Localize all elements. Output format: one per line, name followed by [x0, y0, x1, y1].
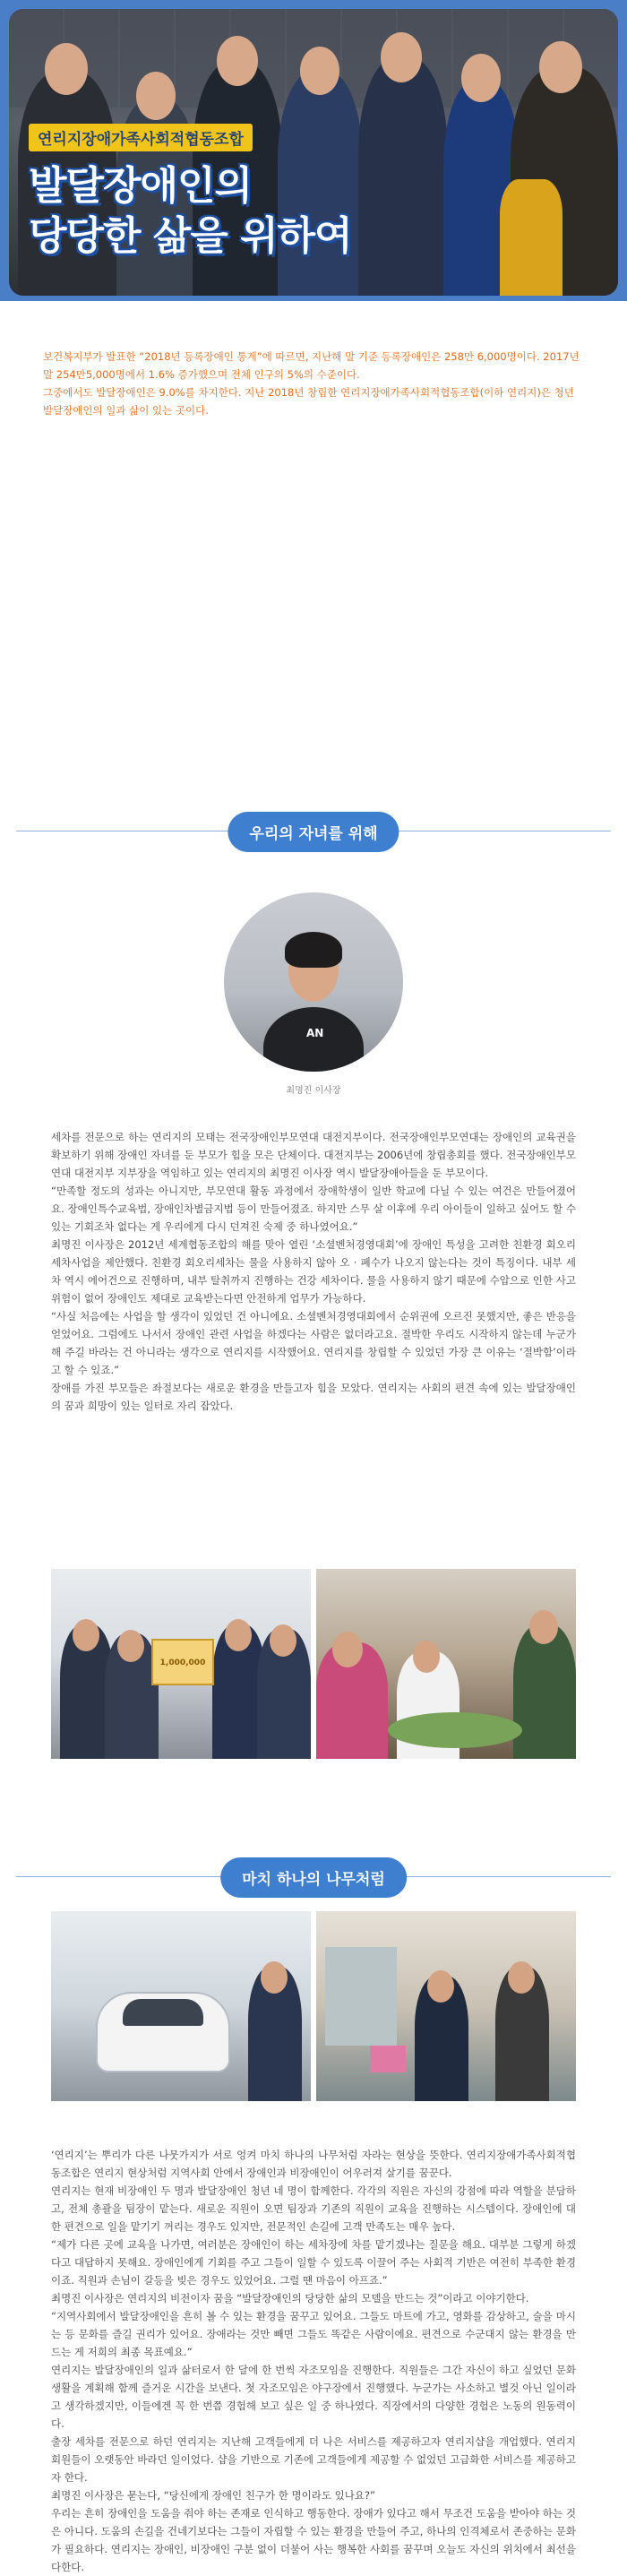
hero-banner — [0, 0, 627, 301]
body-paragraph: 세차를 전문으로 하는 연리지의 모태는 전국장애인부모연대 대전지부이다. 전국장애인부모연대는 장애인의 교육권을 확보하기 위해 장애인 자녀를 둔 부모가 힘을 모은 단체이다. 대전지부는 2006년에 창립총회를 했다. 전국장애인부모연대 대전지부 지부장을 역임하고 있는 연리지의 최명진 이사장 역시 발달장애아들을 둔 부모이다. — [51, 1131, 576, 1179]
photo-person-head — [225, 1619, 252, 1651]
hero-photo — [9, 9, 618, 296]
car-window — [123, 1999, 203, 2026]
photo-person-head — [332, 1632, 363, 1667]
section-heading — [16, 1857, 611, 1897]
intro-paragraph: 그중에서도 발달장애인은 9.0%를 차지한다. 지난 2018년 창립한 연리지장애가족사회적협동조합(이하 연리지)은 청년 발달장애인의 일과 삶이 있는 곳이다. — [43, 386, 574, 417]
table-food — [388, 1712, 522, 1748]
award-ceremony-photo — [51, 1569, 311, 1759]
body-paragraph: “만족할 정도의 성과는 아니지만, 부모연대 활동 과정에서 장애학생이 일반 학교에 다닐 수 있는 여건은 만들어졌어요. 장애인특수교육법, 장애인차별금지법 등이 만들어졌죠. 하지만 스무 살 이후에 우리 아이들이 일하고 싶어도 할 수 있는 기회조차 없다는 게 우리에게 다시 던져진 숙제 중 하나였어요.” — [51, 1185, 576, 1233]
portrait-caption: 최명진 이사장 — [286, 1086, 341, 1096]
hero-person-head — [539, 41, 582, 93]
photo-person-head — [73, 1619, 99, 1651]
body-paragraph: “제가 다른 곳에 교육을 나가면, 여러분은 장애인이 하는 세차장에 차를 맡기겠냐는 질문을 해요. 대부분 그렇게 하겠다고 대답하지 못해요. 장애인에게 기회를 주고 그들이 일할 수 있도록 이끌어 주는 사회적 기반은 여전히 부족한 환경이죠. 직원과 손님이 갈등을 빚은 경우도 있었어요. 그럴 땐 마음이 아프죠.” — [51, 2238, 576, 2287]
body-paragraph: 출장 세차를 전문으로 하던 연리지는 지난해 고객들에게 더 나은 서비스를 제공하고자 연리지샵을 개업했다. 연리지 회원들이 오랫동안 바라던 일이었다. 샵을 기반으로 기존에 고객들에게 제공할 수 없었던 고급화한 서비스를 제공하고자 한다. — [51, 2435, 576, 2484]
photo-person-head — [508, 1961, 535, 1994]
photo-person-head — [270, 1624, 296, 1657]
hero-person — [358, 58, 448, 296]
shop-interior-photo — [316, 1911, 576, 2101]
hero-person-jacket — [500, 179, 563, 296]
basket — [370, 2046, 406, 2072]
photo-person-head — [117, 1630, 144, 1662]
body-paragraph: 연리지는 현재 비장애인 두 명과 발달장애인 청년 네 명이 함께한다. 각각의 직원은 자신의 강점에 따라 역할을 분담하고, 전체 총괄을 팀장이 맡는다. 새로운 직원이 오면 팀장과 기존의 직원이 교육을 진행하는 시스템이다. 장애인에 대한 편견으로 일을 맡기기 꺼리는 경우도 있지만, 전문적인 손길에 고객 만족도는 매우 높다. — [51, 2184, 576, 2233]
car-wash-photo — [51, 1911, 311, 2101]
body-paragraph: “지역사회에서 발달장애인을 흔히 볼 수 있는 환경을 꿈꾸고 있어요. 그들도 마트에 가고, 영화를 감상하고, 술을 마시는 등 문화를 즐길 권리가 있어요. 장애라는 것만 빼면 그들도 똑같은 사람이에요. 편견으로 수군대지 않는 환경을 만드는 게 저희의 최종 목표예요.” — [51, 2310, 576, 2358]
section-heading-pill: 마치 하나의 나무처럼 — [220, 1857, 407, 1898]
section1-body — [0, 1128, 627, 1562]
portrait-shirt-logo: AN — [306, 1027, 324, 1039]
hero-person-head — [381, 32, 422, 82]
portrait-photo — [224, 892, 403, 1072]
portrait-hair — [285, 932, 342, 968]
hero-org-name: 연리지장애가족사회적협동조합 — [29, 124, 253, 151]
body-paragraph: 연리지는 발달장애인의 일과 삶터로서 한 달에 한 번씩 자조모임을 진행한다. 직원들은 그간 자신이 하고 싶었던 문화생활을 계획해 함께 즐거운 시간을 보낸다. 첫 자조모임은 야구장에서 진행했다. 누군가는 사소하고 별것 아닌 일이라고 생각하겠지만, 이들에겐 꼭 한 번쯤 경험해 보고 싶은 일 중 하나였다. 직장에서의 다양한 경험은 노동의 원동력이다. — [51, 2364, 576, 2430]
hero-person-head — [217, 36, 258, 86]
portrait-body — [263, 1007, 364, 1072]
section2-photos — [0, 1911, 627, 2101]
intro-paragraph: 보건복지부가 발표한 “2018년 등록장애인 통계”에 따르면, 지난해 말 기준 등록장애인은 258만 6,000명이다. 2017년 말 254만5,000명에서 1.6% 증가했으며 전체 인구의 5%의 수준이다. — [43, 350, 580, 381]
body-paragraph: 최명진 이사장은 연리지의 비전이자 꿈을 “발달장애인의 당당한 삶의 모델을 만드는 것”이라고 이야기한다. — [51, 2292, 529, 2305]
photo-person-head — [427, 1970, 454, 2003]
body-paragraph: 최명진 이사장은 묻는다, “당신에게 장애인 친구가 한 명이라도 있나요?” — [51, 2489, 375, 2502]
shelf — [325, 1947, 397, 2046]
photo-person-head — [529, 1610, 558, 1644]
hero-person-head — [461, 54, 501, 102]
body-paragraph: “사실 처음에는 사업을 할 생각이 있었던 건 아니에요. 소셜벤처경영대회에서 순위권에 오르진 못했지만, 좋은 반응을 얻었어요. 그럼에도 나서서 장애인 관련 사업을 하겠다는 사람은 없더라고요. 절박한 우리도 시작하지 않는데 누군가 해 주길 바라는 건 아니라는 생각으로 연리지를 시작했어요. 연리지를 창립할 수 있었던 가장 큰 이유는 ‘절박함’이라고 할 수 있죠.” — [51, 1310, 576, 1376]
photo-person-head — [261, 1961, 288, 1994]
group-meal-photo — [316, 1569, 576, 1759]
body-paragraph: ‘연리지’는 뿌리가 다른 나뭇가지가 서로 엉켜 마치 하나의 나무처럼 자라는 현상을 뜻한다. 연리지장애가족사회적협동조합은 연리지 현상처럼 지역사회 안에서 장애인과 비장애인이 어우러져 살기를 꿈꾼다. — [51, 2149, 576, 2179]
hero-person-head — [136, 72, 176, 120]
hero-person-head — [45, 43, 88, 95]
award-board: 1,000,000 — [151, 1639, 214, 1685]
section1-photos — [0, 1569, 627, 1759]
section-heading — [16, 812, 611, 851]
intro-section — [0, 301, 627, 812]
photo-person — [513, 1624, 576, 1759]
body-paragraph: 우리는 흔히 장애인을 도움을 줘야 하는 존재로 인식하고 행동한다. 장애가 있다고 해서 무조건 도움을 받아야 하는 것은 아니다. 도움의 손길을 건네기보다는 그들이 자립할 수 있는 환경을 만들어 주고, 하나의 인격체로서 존중하는 문화가 필요하다. 연리지는 장애인, 비장애인 구분 없이 더불어 사는 행복한 사회를 꿈꾸며 오늘도 자신의 위치에서 최선을 다한다. — [51, 2507, 576, 2573]
hero-person-head — [300, 47, 339, 95]
hero-title — [29, 161, 352, 262]
body-paragraph: 장애를 가진 부모들은 좌절보다는 새로운 환경을 만들고자 힘을 모았다. 연리지는 사회의 편견 속에 있는 발달장애인의 꿈과 희망이 있는 일터로 자리 잡았다. — [51, 1382, 576, 1412]
photo-person-head — [413, 1641, 440, 1673]
portrait-block — [0, 892, 627, 1096]
section2-body — [0, 2146, 627, 2576]
section-heading-pill: 우리의 자녀를 위해 — [228, 812, 399, 852]
hero-title-line1: 발달장애인의 — [29, 163, 253, 209]
hero-title-line2: 당당한 삶을 위하여 — [29, 213, 352, 259]
body-paragraph: 최명진 이사장은 2012년 세계협동조합의 해를 맞아 열린 ‘소셜벤처경영대회’에 장애인 특성을 고려한 친환경 회오리세차사업을 제안했다. 친환경 회오리세차는 물을 사용하지 않아 오 · 폐수가 나오지 않는다는 것이 특징이다. 내부 세차 역시 에어건으로 진행하며, 내부 탈취까지 진행하는 건강 세차이다. 물을 사용하지 않기 때문에 수압으로 인한 사고 위험이 없어 장애인도 제대로 교육받는다면 안전하게 업무가 가능하다. — [51, 1238, 576, 1305]
